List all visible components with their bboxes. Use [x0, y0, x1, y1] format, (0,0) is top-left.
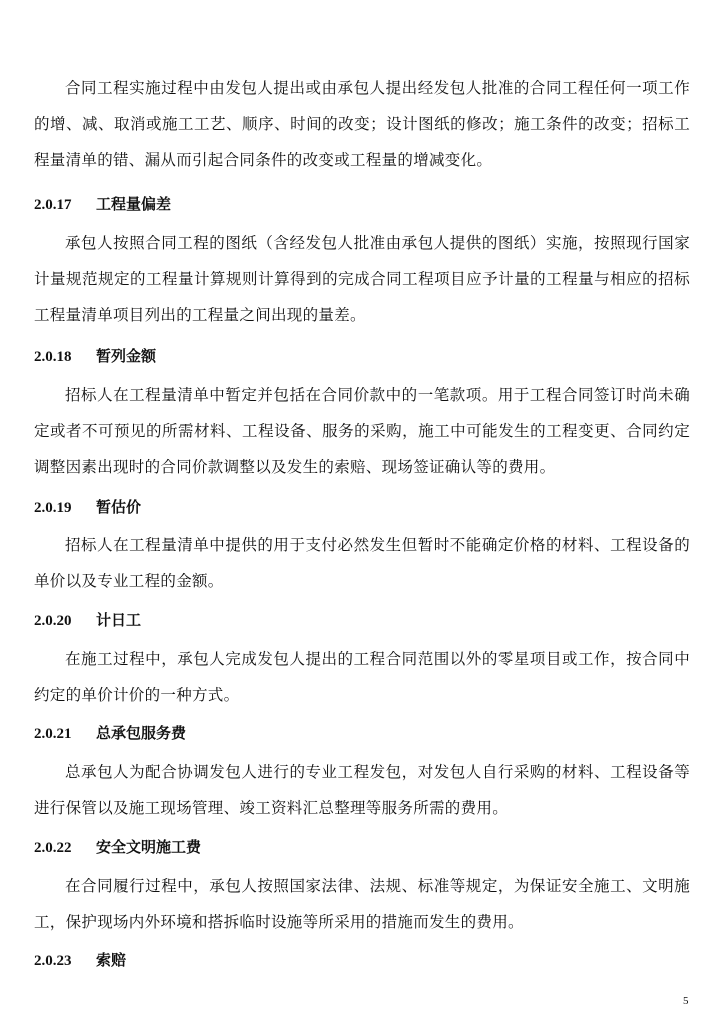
section-heading — [34, 609, 141, 632]
section-title: 计日工 — [96, 611, 142, 629]
section-title: 暂估价 — [96, 498, 142, 516]
section-number: 2.0.20 — [34, 613, 72, 629]
section-number: 2.0.18 — [34, 349, 72, 365]
section-number: 2.0.19 — [34, 500, 72, 516]
section-title: 总承包服务费 — [96, 724, 187, 742]
section-title: 安全文明施工费 — [96, 838, 202, 856]
paragraph: 招标人在工程量清单中提供的用于支付必然发生但暂时不能确定价格的材料、工程设备的单价以及专业工程的金额。 — [34, 536, 690, 590]
section-number: 2.0.21 — [34, 726, 72, 742]
paragraph: 在合同履行过程中，承包人按照国家法律、法规、标准等规定，为保证安全施工、文明施工，保护现场内外环境和搭拆临时设施等所采用的措施而发生的费用。 — [34, 877, 690, 931]
paragraph: 总承包人为配合协调发包人进行的专业工程发包，对发包人自行采购的材料、工程设备等进行保管以及施工现场管理、竣工资料汇总整理等服务所需的费用。 — [34, 763, 690, 817]
section-heading — [34, 193, 171, 216]
section-number: 2.0.22 — [34, 840, 72, 856]
paragraph: 在施工过程中，承包人完成发包人提出的工程合同范围以外的零星项目或工作，按合同中约定的单价计价的一种方式。 — [34, 650, 690, 704]
paragraph: 承包人按照合同工程的图纸（含经发包人批准由承包人提供的图纸）实施，按照现行国家计量规范规定的工程量计算规则计算得到的完成合同工程项目应予计量的工程量与相应的招标工程量清单项目列出的工程量之间出现的量差。 — [34, 234, 690, 324]
section-number: 2.0.23 — [34, 953, 72, 969]
paragraph: 合同工程实施过程中由发包人提出或由承包人提出经发包人批准的合同工程任何一项工作的增、减、取消或施工工艺、顺序、时间的改变；设计图纸的修改；施工条件的改变；招标工程量清单的错、漏从而引起合同条件的改变或工程量的增减变化。 — [34, 79, 690, 169]
page-number: 5 — [683, 995, 689, 1007]
paragraph: 招标人在工程量清单中暂定并包括在合同价款中的一笔款项。用于工程合同签订时尚未确定或者不可预见的所需材料、工程设备、服务的采购，施工中可能发生的工程变更、合同约定调整因素出现时的合同价款调整以及发生的索赔、现场签证确认等的费用。 — [34, 386, 690, 476]
section-heading — [34, 345, 156, 368]
section-heading — [34, 496, 141, 519]
section-number: 2.0.17 — [34, 197, 72, 213]
section-heading — [34, 949, 126, 972]
section-title: 索赔 — [96, 951, 127, 969]
section-heading — [34, 836, 201, 859]
section-title: 工程量偏差 — [96, 195, 172, 213]
section-heading — [34, 722, 186, 745]
section-title: 暂列金额 — [96, 347, 157, 365]
